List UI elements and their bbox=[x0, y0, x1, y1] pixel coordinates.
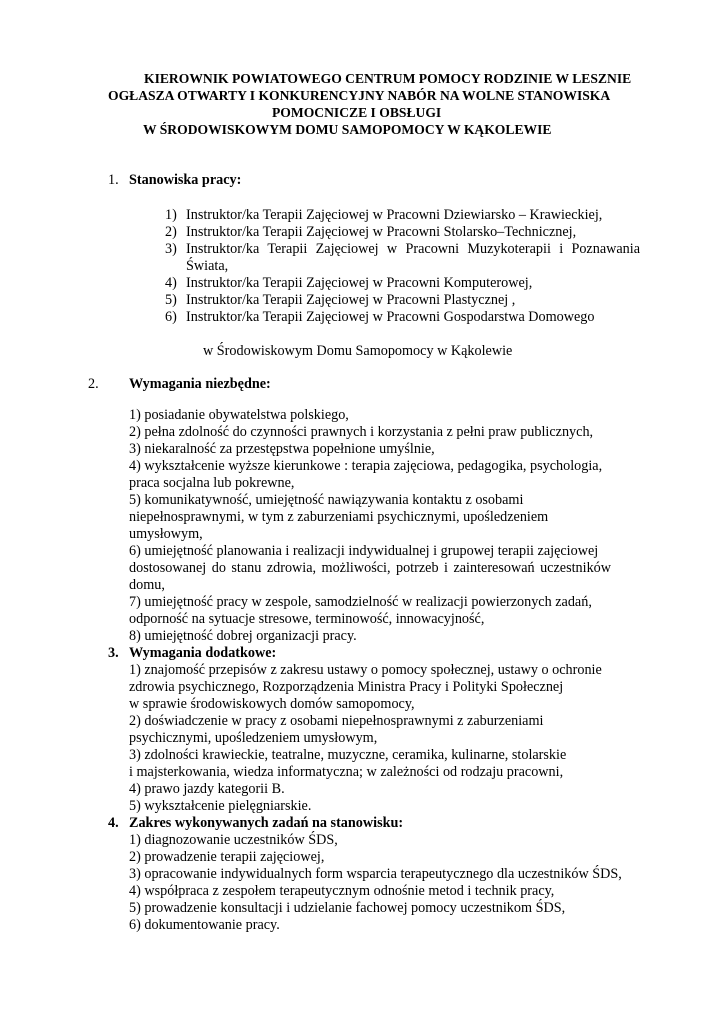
requirement-line: 4) wykształcenie wyższe kierunkowe : terapia zajęciowa, pedagogika, psychologia, bbox=[129, 458, 603, 474]
requirement-line: umysłowym, bbox=[129, 526, 203, 542]
position-2-text: Instruktor/ka Terapii Zajęciowej w Pracowni Stolarsko–Technicznej, bbox=[186, 224, 577, 240]
position-5-num: 5) bbox=[165, 292, 177, 308]
section-4-heading: Zakres wykonywanych zadań na stanowisku: bbox=[129, 815, 404, 831]
position-1-text: Instruktor/ka Terapii Zajęciowej w Pracowni Dziewiarsko – Krawieckiej, bbox=[186, 207, 603, 223]
position-4-num: 4) bbox=[165, 275, 177, 291]
section-3-number: 3. bbox=[108, 645, 119, 661]
additional-line: 4) prawo jazdy kategorii B. bbox=[129, 781, 285, 797]
section-1-place: w Środowiskowym Domu Samopomocy w Kąkolewie bbox=[203, 343, 513, 359]
additional-line: 3) zdolności krawieckie, teatralne, muzyczne, ceramika, kulinarne, stolarskie bbox=[129, 747, 567, 763]
additional-line: 1) znajomość przepisów z zakresu ustawy o pomocy społecznej, ustawy o ochronie bbox=[129, 662, 602, 678]
additional-line: i majsterkowania, wiedza informatyczna; w zależności od rodzaju pracowni, bbox=[129, 764, 564, 780]
section-1-number: 1. bbox=[108, 172, 119, 188]
header-line-1: KIEROWNIK POWIATOWEGO CENTRUM POMOCY RODZINIE W LESZNIE bbox=[144, 71, 632, 86]
requirement-line: domu, bbox=[129, 577, 165, 593]
section-2-heading: Wymagania niezbędne: bbox=[129, 376, 271, 392]
requirement-line: 7) umiejętność pracy w zespole, samodzielność w realizacji powierzonych zadań, bbox=[129, 594, 592, 610]
additional-line: zdrowia psychicznego, Rozporządzenia Ministra Pracy i Polityki Społecznej bbox=[129, 679, 564, 695]
requirement-line: 6) umiejętność planowania i realizacji indywidualnej i grupowej terapii zajęciowej bbox=[129, 543, 599, 559]
position-5-text: Instruktor/ka Terapii Zajęciowej w Pracowni Plastycznej , bbox=[186, 292, 516, 308]
additional-line: 5) wykształcenie pielęgniarskie. bbox=[129, 798, 312, 814]
additional-line: psychicznymi, upośledzeniem umysłowym, bbox=[129, 730, 378, 746]
section-2-number: 2. bbox=[88, 376, 99, 392]
requirement-line: dostosowanej do stanu zdrowia, możliwości, potrzeb i zainteresowań uczestników bbox=[129, 560, 611, 576]
header-line-4: W ŚRODOWISKOWYM DOMU SAMOPOMOCY W KĄKOLEWIE bbox=[143, 122, 552, 137]
position-6-text: Instruktor/ka Terapii Zajęciowej w Pracowni Gospodarstwa Domowego bbox=[186, 309, 595, 325]
requirement-line: odporność na sytuacje stresowe, terminowość, innowacyjność, bbox=[129, 611, 485, 627]
requirement-line: niepełnosprawnymi, w tym z zaburzeniami psychicznymi, upośledzeniem bbox=[129, 509, 549, 525]
section-1-heading: Stanowiska pracy: bbox=[129, 172, 242, 188]
task-line: 4) współpraca z zespołem terapeutycznym odnośnie metod i technik pracy, bbox=[129, 883, 555, 899]
position-6-num: 6) bbox=[165, 309, 177, 325]
task-line: 5) prowadzenie konsultacji i udzielanie fachowej pomocy uczestnikom ŚDS, bbox=[129, 900, 566, 916]
position-3-text: Instruktor/ka Terapii Zajęciowej w Pracowni Muzykoterapii i Poznawania bbox=[186, 241, 640, 257]
task-line: 2) prowadzenie terapii zajęciowej, bbox=[129, 849, 325, 865]
additional-line: 2) doświadczenie w pracy z osobami niepełnosprawnymi z zaburzeniami bbox=[129, 713, 544, 729]
requirement-line: 3) niekaralność za przestępstwa popełnione umyślnie, bbox=[129, 441, 435, 457]
task-line: 3) opracowanie indywidualnych form wsparcia terapeutycznego dla uczestników ŚDS, bbox=[129, 866, 622, 882]
header-line-3: POMOCNICZE I OBSŁUGI bbox=[272, 105, 442, 120]
header-line-2: OGŁASZA OTWARTY I KONKURENCYJNY NABÓR NA WOLNE STANOWISKA bbox=[108, 88, 611, 103]
position-4-text: Instruktor/ka Terapii Zajęciowej w Pracowni Komputerowej, bbox=[186, 275, 533, 291]
task-line: 1) diagnozowanie uczestników ŚDS, bbox=[129, 832, 338, 848]
position-1-num: 1) bbox=[165, 207, 177, 223]
position-3-text-cont: Świata, bbox=[186, 258, 229, 274]
section-3-heading: Wymagania dodatkowe: bbox=[129, 645, 277, 661]
requirement-line: 2) pełna zdolność do czynności prawnych i korzystania z pełni praw publicznych, bbox=[129, 424, 594, 440]
requirement-line: 8) umiejętność dobrej organizacji pracy. bbox=[129, 628, 357, 644]
position-2-num: 2) bbox=[165, 224, 177, 240]
task-line: 6) dokumentowanie pracy. bbox=[129, 917, 280, 933]
position-3-num: 3) bbox=[165, 241, 177, 257]
additional-line: w sprawie środowiskowych domów samopomocy, bbox=[129, 696, 415, 712]
requirement-line: 1) posiadanie obywatelstwa polskiego, bbox=[129, 407, 349, 423]
requirement-line: 5) komunikatywność, umiejętność nawiązywania kontaktu z osobami bbox=[129, 492, 524, 508]
section-4-number: 4. bbox=[108, 815, 119, 831]
requirement-line: praca socjalna lub pokrewne, bbox=[129, 475, 295, 491]
